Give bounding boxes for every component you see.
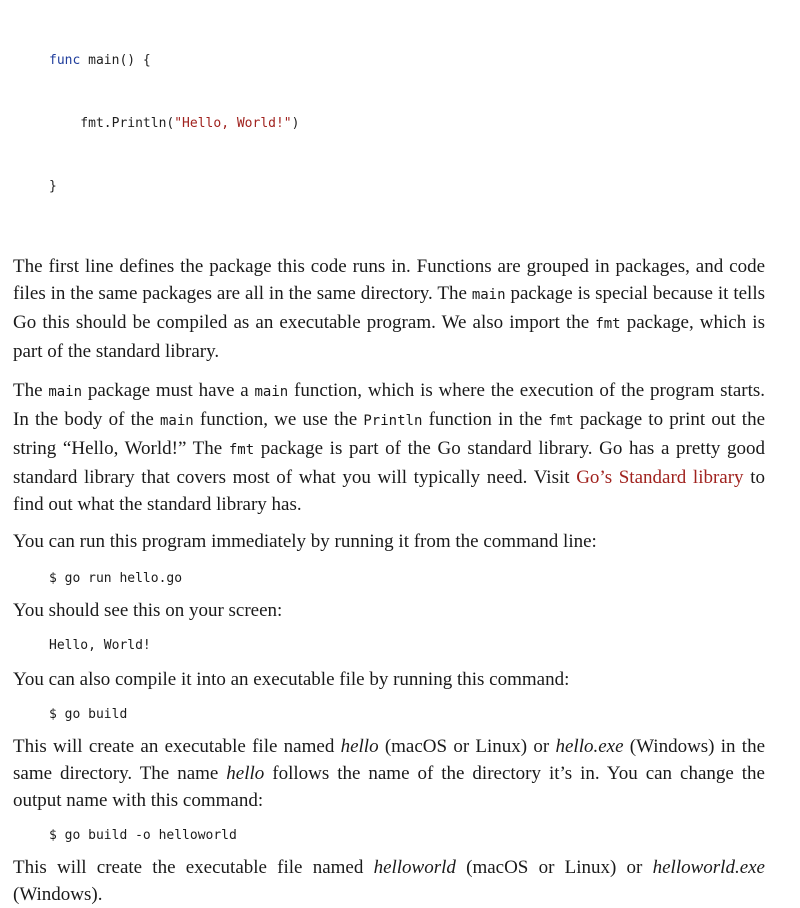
- inline-code: main: [254, 384, 289, 400]
- code-line: [49, 113, 765, 134]
- text: follows the name of the directory it’s in. You can change the output name with this command:: [13, 763, 765, 811]
- text: package is part of the Go standard library. Go has a pretty good standard library that covers most of what you will typically need. Visit: [13, 438, 765, 488]
- italic-text: hello: [226, 763, 265, 784]
- text: (macOS or Linux) or: [378, 736, 556, 757]
- italic-text: hello: [340, 736, 379, 757]
- italic-text: helloworld: [373, 857, 456, 878]
- text: This will create the executable file named: [13, 857, 374, 878]
- code-text: }: [49, 179, 57, 194]
- code-keyword: func: [49, 53, 81, 68]
- text: package must have a: [82, 380, 255, 401]
- text: function in the: [422, 409, 549, 430]
- inline-code: fmt: [228, 442, 255, 458]
- command-go-run: $ go run hello.go: [49, 571, 183, 586]
- inline-code: main: [48, 384, 83, 400]
- text: This will create an executable file named: [13, 736, 341, 757]
- inline-code: fmt: [548, 413, 574, 429]
- text: package is special because it tells Go this should be compiled as an executable program. We also import the: [13, 283, 765, 333]
- text: function, we use the: [193, 409, 364, 430]
- italic-text: hello.exe: [555, 736, 624, 757]
- standard-library-link[interactable]: Go’s Standard library: [576, 467, 744, 488]
- text: (Windows) in the same directory. The name: [13, 736, 766, 784]
- paragraph-main-function: [13, 377, 765, 518]
- inline-code: main: [471, 287, 506, 303]
- text: package to print out the string “Hello, World!” The: [13, 409, 766, 459]
- code-text: main() {: [80, 53, 151, 68]
- command-go-build-output: $ go build -o helloworld: [49, 828, 237, 843]
- text: to find out what the standard library has.: [13, 467, 765, 515]
- paragraph-compile-intro: You can also compile it into an executable file by running this command:: [13, 669, 570, 690]
- italic-text: helloworld.exe: [652, 857, 765, 878]
- code-text: ): [291, 116, 300, 131]
- code-line: [49, 50, 765, 71]
- paragraph-helloworld: [13, 854, 765, 908]
- text: function, which is where the execution of the program starts. In the body of the: [13, 380, 766, 430]
- command-go-build: $ go build: [49, 707, 128, 722]
- text: package, which is part of the standard library.: [13, 312, 765, 362]
- document-page: [13, 8, 765, 908]
- text: The: [13, 380, 49, 401]
- inline-code: Println: [363, 413, 423, 429]
- code-block-main: [13, 8, 765, 239]
- text: (macOS or Linux) or: [455, 857, 653, 878]
- text: (Windows).: [13, 884, 103, 905]
- paragraph-run-intro: You can run this program immediately by running it from the command line:: [13, 531, 597, 552]
- output-hello-world: Hello, World!: [49, 638, 151, 653]
- paragraph-screen-output: You should see this on your screen:: [13, 600, 283, 621]
- inline-code: fmt: [595, 316, 621, 332]
- code-string: "Hello, World!": [174, 116, 292, 131]
- paragraph-package: [13, 253, 765, 365]
- paragraph-executable: [13, 733, 765, 814]
- inline-code: main: [159, 413, 194, 429]
- code-text: fmt.Println(: [49, 116, 175, 131]
- code-line: [49, 176, 765, 197]
- text: The first line defines the package this code runs in. Functions are grouped in packages, and code files in the same packages are all in the same directory. The: [13, 256, 765, 304]
